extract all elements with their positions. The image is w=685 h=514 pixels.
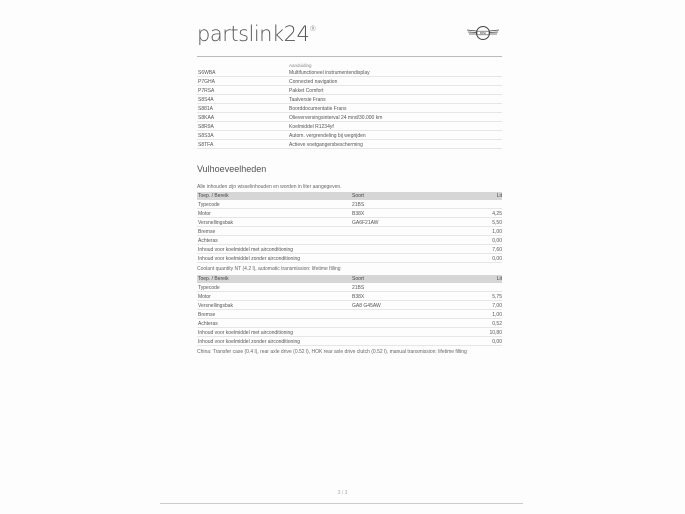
- option-description: Autom. vergrendeling bij wegrijden: [289, 133, 366, 139]
- cell-application: Typecode: [198, 202, 220, 208]
- cell-litres: 1,00: [492, 312, 502, 318]
- option-description: Koelmiddel R1234yf: [289, 124, 334, 130]
- option-row: [197, 96, 502, 104]
- cell-application: Versnellingsbak: [198, 303, 234, 309]
- table-row: [197, 246, 502, 254]
- cell-litres: 4,25: [492, 211, 502, 217]
- option-code: S8KAA: [198, 115, 215, 121]
- svg-text:MINI: MINI: [479, 31, 487, 36]
- option-row: [197, 141, 502, 149]
- cell-type: 21BS: [352, 202, 365, 208]
- cell-type: GA8 G45AW: [352, 303, 381, 309]
- option-code: P7RSA: [198, 88, 215, 94]
- cell-litres: 10,80: [489, 330, 502, 336]
- table-row: [197, 293, 502, 301]
- table-row: [197, 255, 502, 263]
- cell-application: Inhoud voor koelmiddel met airconditioning: [198, 247, 294, 253]
- cell-litres: 1,00: [492, 229, 502, 235]
- cell-application: Typecode: [198, 285, 220, 291]
- cell-litres: 5,50: [492, 220, 502, 226]
- option-description: Boorddocumentatie Frans: [289, 106, 347, 112]
- cell-application: Bremse: [198, 229, 216, 235]
- cell-type: B38X: [352, 211, 365, 217]
- cell-type: 21BS: [352, 285, 365, 291]
- option-row: [197, 123, 502, 131]
- cell-application: Versnellingsbak: [198, 220, 234, 226]
- header-type: Soort: [352, 276, 364, 282]
- section-title: Vulhoeveelheden: [197, 164, 267, 174]
- option-code: S8TFA: [198, 142, 214, 148]
- option-row: [197, 114, 502, 122]
- cell-application: Bremse: [198, 312, 216, 318]
- page-number: 3 / 3: [337, 490, 348, 496]
- option-description: Olieverversingsinterval 24 mnd/30.000 km: [289, 115, 383, 121]
- table-row: [197, 219, 502, 227]
- cell-litres: 0,52: [492, 321, 502, 327]
- options-column-header: Aanduiding: [289, 63, 312, 68]
- option-code: S6WBA: [198, 70, 216, 76]
- partslink24-logo: partslink24®: [197, 22, 316, 46]
- option-description: Connected navigation: [289, 79, 338, 85]
- option-code: S8R9A: [198, 124, 214, 130]
- note-coolant: Coolant quantity NT (4.2 l), automatic transmission: lifetime filling: [197, 266, 341, 272]
- table-row: [197, 338, 502, 346]
- mini-logo: [466, 24, 500, 42]
- cell-application: Achteras: [198, 238, 218, 244]
- cell-litres: 0,00: [492, 256, 502, 262]
- option-code: P7GHA: [198, 79, 215, 85]
- header-litres: Lit: [496, 276, 502, 282]
- cell-application: Motor: [198, 211, 211, 217]
- header-divider: [197, 56, 502, 57]
- option-row: [197, 69, 502, 77]
- cell-application: Inhoud voor koelmiddel met airconditioning: [198, 330, 294, 336]
- header-litres: Lit: [496, 193, 502, 199]
- option-row: [197, 87, 502, 95]
- capacities-intro: Alle inhouden zijn wisselinhouden en worden in liter aangegeven.: [197, 184, 342, 190]
- header-application: Toep. / Bereik: [198, 193, 229, 199]
- table-row: [197, 237, 502, 245]
- table-row: [197, 284, 502, 292]
- table-row: [197, 201, 502, 209]
- option-code: S8S4A: [198, 97, 214, 103]
- cell-litres: 5,75: [492, 294, 502, 300]
- footer-divider: [160, 503, 523, 504]
- cell-application: Inhoud voor koelmiddel zonder airconditioning: [198, 339, 301, 345]
- header-type: Soort: [352, 193, 364, 199]
- cell-application: Achteras: [198, 321, 218, 327]
- table-row: [197, 320, 502, 328]
- option-code: S8S3A: [198, 133, 214, 139]
- option-row: [197, 78, 502, 86]
- option-row: [197, 132, 502, 140]
- table2-header: [197, 275, 502, 283]
- option-description: Pakket Comfort: [289, 88, 324, 94]
- table-row: [197, 329, 502, 337]
- option-row: [197, 105, 502, 113]
- note-china: China: Transfer case (0.4 l), rear axle drive (0.52 l), HOK rear axle drive clutch (0.52 l), manual transmission: lifetime filling: [197, 349, 467, 355]
- table-row: [197, 311, 502, 319]
- table1-header: [197, 192, 502, 200]
- header-application: Toep. / Bereik: [198, 276, 229, 282]
- table-row: [197, 210, 502, 218]
- cell-litres: 7,60: [492, 247, 502, 253]
- option-description: Taalversie Frans: [289, 97, 326, 103]
- cell-litres: 0,00: [492, 339, 502, 345]
- cell-litres: 7,00: [492, 303, 502, 309]
- table-row: [197, 228, 502, 236]
- cell-application: Motor: [198, 294, 211, 300]
- cell-application: Inhoud voor koelmiddel zonder airconditioning: [198, 256, 301, 262]
- option-description: Multifunctioneel instrumentendisplay: [289, 70, 370, 76]
- cell-type: GA6F21AW: [352, 220, 379, 226]
- table-row: [197, 302, 502, 310]
- option-description: Actieve voetgangersbescherming: [289, 142, 363, 148]
- option-code: S881A: [198, 106, 214, 112]
- cell-type: B38X: [352, 294, 365, 300]
- cell-litres: 0,00: [492, 238, 502, 244]
